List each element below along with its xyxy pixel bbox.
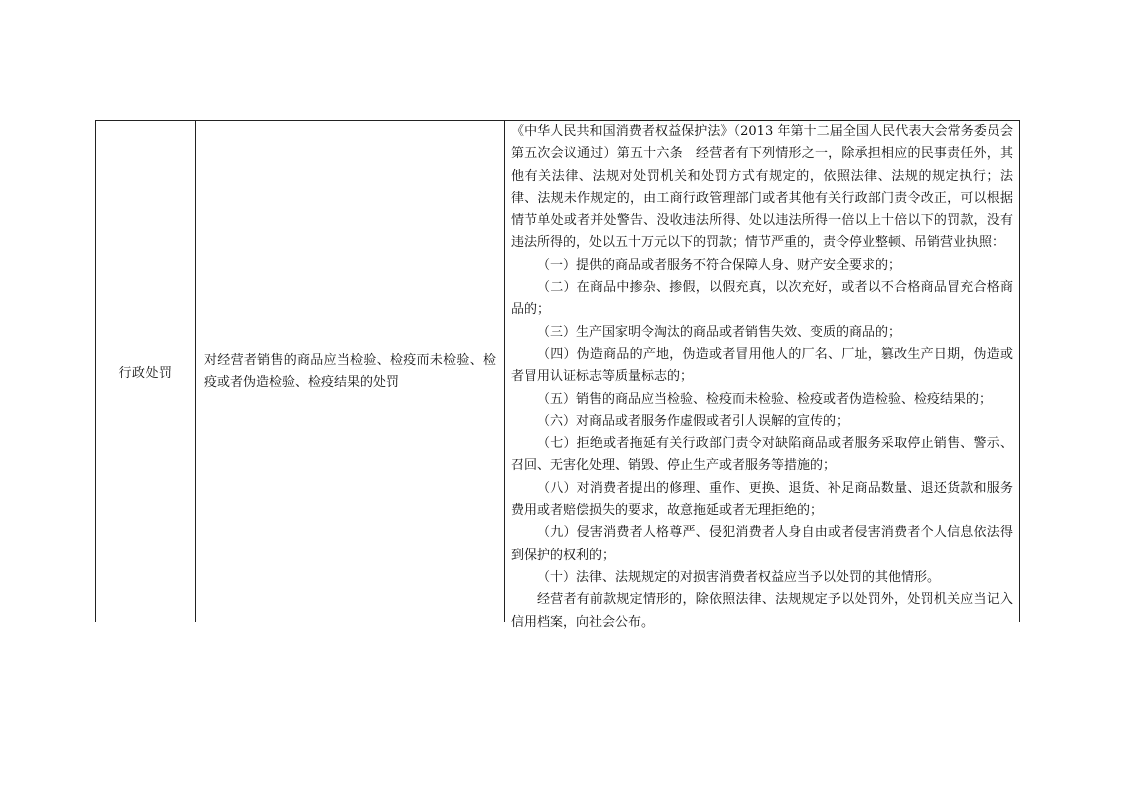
clause-6: （六）对商品或者服务作虚假或者引人误解的宣传的； bbox=[537, 413, 850, 429]
penalty-item-text: 对经营者销售的商品应当检验、检疫而未检验、检疫或者伪造检验、检疫结果的处罚 bbox=[204, 352, 496, 390]
penalty-table bbox=[95, 120, 1020, 630]
clause-3: （三）生产国家明令淘汰的商品或者销售失效、变质的商品的； bbox=[537, 324, 902, 340]
penalty-item-cell bbox=[196, 121, 505, 622]
clause-2: （二）在商品中掺杂、掺假，以假充真，以次充好，或者以不合格商品冒充合格商品的； bbox=[511, 280, 1013, 318]
legal-basis-intro: 《中华人民共和国消费者权益保护法》（2013 年第十二届全国人民代表大会常务委员会第五次会议通过）第五十六条 经营者有下列情形之一，除承担相应的民事责任外，其他有关法律、法规对处罚机关和处罚方式有规定的，依照法律、法规的规定执行；法律、法规未作规定的，由工商行政管理部门或者其他有关行政部门责令改正，可以根据情节单处或者并处警告、没收违法所得、处以违法所得一倍以上十倍以下的罚款，没有违法所得的，处以五十万元以下的罚款；情节严重的，责令停业整顿、吊销营业执照： bbox=[511, 124, 1013, 251]
clause-1: （一）提供的商品或者服务不符合保障人身、财产安全要求的； bbox=[537, 257, 902, 273]
clause-7: （七）拒绝或者拖延有关行政部门责令对缺陷商品或者服务采取停止销售、警示、召回、无害化处理、销毁、停止生产或者服务等措施的； bbox=[511, 436, 1013, 474]
clause-10: （十）法律、法规规定的对损害消费者权益应当予以处罚的其他情形。 bbox=[537, 569, 941, 585]
legal-basis-closing: 经营者有前款规定情形的，除依照法律、法规规定予以处罚外，处罚机关应当记入信用档案，向社会公布。 bbox=[511, 592, 1013, 630]
clause-4: （四）伪造商品的产地，伪造或者冒用他人的厂名、厂址，篡改生产日期，伪造或者冒用认证标志等质量标志的； bbox=[511, 346, 1013, 385]
clause-9: （九）侵害消费者人格尊严、侵犯消费者人身自由或者侵害消费者个人信息依法得到保护的权利的； bbox=[511, 525, 1013, 563]
clause-8: （八）对消费者提出的修理、重作、更换、退货、补足商品数量、退还货款和服务费用或者赔偿损失的要求，故意拖延或者无理拒绝的； bbox=[511, 480, 1013, 519]
penalty-type-cell bbox=[96, 121, 196, 622]
legal-basis-cell bbox=[505, 121, 1019, 630]
legal-basis-text bbox=[511, 121, 1013, 634]
clause-5: （五）销售的商品应当检验、检疫而未检验、检疫或者伪造检验、检疫结果的； bbox=[537, 391, 993, 407]
penalty-type-text: 行政处罚 bbox=[118, 366, 173, 381]
